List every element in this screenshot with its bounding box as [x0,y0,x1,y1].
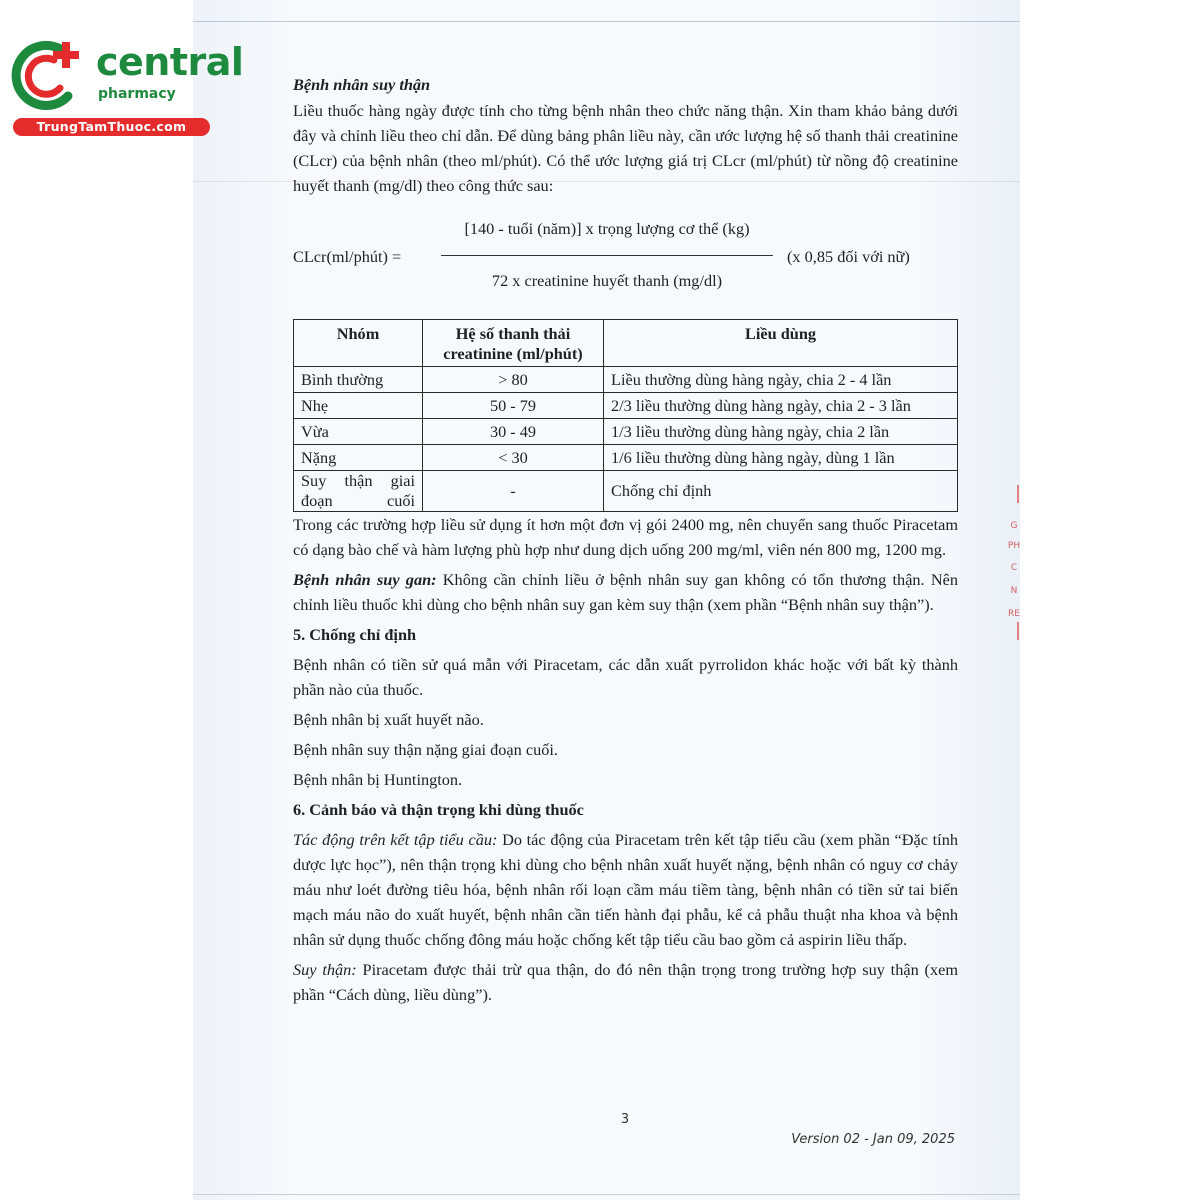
section-6-title: 6. Cảnh báo và thận trọng khi dùng thuốc [293,800,584,819]
cell-clcr: 50 - 79 [423,393,604,419]
table-row [294,393,958,419]
cell-dosage: 2/3 liều thường dùng hàng ngày, chia 2 - 3 lần [604,393,958,419]
formula-denominator: 72 x creatinine huyết thanh (mg/dl) [491,271,723,290]
stamp-text: RE [1008,609,1020,619]
red-stamp-fragment [1003,485,1025,640]
logo-c-cross-icon [10,40,82,112]
contraindication-item: Bệnh nhân có tiền sử quá mẫn với Piracetam, các dẫn xuất pyrrolidon khác hoặc với bất kỳ thành phần nào của thuốc. [293,655,958,699]
renal-warning-paragraph [293,957,958,1007]
hepatic-paragraph [293,567,958,617]
document-body [293,72,958,1007]
header-group: Nhóm [294,320,423,367]
section-5-title: 5. Chống chỉ định [293,625,417,644]
table-row [294,419,958,445]
renal-warning-text: Piracetam được thải trừ qua thận, do đó nên thận trọng trong trường hợp suy thận (xem phần “Cách dùng, liều dùng”). [293,960,959,1004]
formula-lhs: CLcr(ml/phút) = [293,247,402,266]
header-dosage: Liều dùng [604,320,958,367]
formula-numerator: [140 - tuổi (năm)] x trọng lượng cơ thể (kg) [464,219,750,238]
renal-intro-paragraph: Liều thuốc hàng ngày được tính cho từng bệnh nhân theo chức năng thận. Xin tham khảo bảng dưới đây và chỉnh liều theo chỉ dẫn. Để dùng bảng phân liều này, cần ước lượng hệ số thanh thải creatinine (CLcr) của bệnh nhân (theo ml/phút). Có thể ước lượng giá trị CLcr (ml/phút) từ nồng độ creatinine huyết thanh (mg/dl) theo công thức sau: [293,101,958,195]
cell-dosage: 1/3 liều thường dùng hàng ngày, chia 2 lần [604,419,958,445]
renal-heading: Bệnh nhân suy thận [293,75,431,94]
stamp-text: N [1010,586,1018,596]
cell-dosage: 1/6 liều thường dùng hàng ngày, dùng 1 lần [604,445,958,471]
cell-clcr: > 80 [423,367,604,393]
platelet-text: Do tác động của Piracetam trên kết tập tiểu cầu (xem phần “Đặc tính dược lực học”), nên thận trọng khi dùng cho bệnh nhân xuất huyết nặng, bệnh nhân có nguy cơ chảy máu như loét đường tiêu hóa, bệnh nhân rối loạn cầm máu tiềm tàng, bệnh nhân có tiền sử tai biến mạch máu não do xuất huyết, bệnh nhân cần tiến hành đại phẫu, kể cả phẫu thuật nha khoa và bệnh nhân sử dụng thuốc chống đông máu hoặc chống kết tập tiểu cầu bao gồm cả aspirin liều thấp. [293,830,958,949]
table-row [294,445,958,471]
version-label: Version 02 - Jan 09, 2025 [791,1132,955,1147]
cell-group: Nhẹ [294,393,423,419]
table-row [294,471,958,512]
cell-group: Vừa [294,419,423,445]
brand-logo[interactable] [10,36,244,136]
cell-clcr: 30 - 49 [423,419,604,445]
platelet-label: Tác động trên kết tập tiểu cầu: [293,830,498,849]
top-rule [193,21,1020,22]
contraindication-item: Bệnh nhân bị xuất huyết não. [293,710,484,729]
brand-website-badge: TrungTamThuoc.com [13,118,210,136]
table-row [294,367,958,393]
renal-warning-label: Suy thận: [293,960,357,979]
cell-group: Bình thường [294,367,423,393]
cell-group: Nặng [294,445,423,471]
cell-group: Suy thận giai đoạn cuối [294,471,423,512]
stamp-mark [1017,622,1019,640]
renal-dosage-table [293,319,958,512]
page-number: 3 [620,1112,630,1127]
formula-female-factor: (x 0,85 đối với nữ) [787,247,910,266]
hepatic-text: Không cần chỉnh liều ở bệnh nhân suy gan không có tổn thương thận. Nên chỉnh liều thuốc khi dùng cho bệnh nhân suy gan kèm suy thận (xem phần “Bệnh nhân suy thận”). [293,570,958,614]
cell-clcr: < 30 [423,445,604,471]
contraindication-item: Bệnh nhân suy thận nặng giai đoạn cuối. [293,740,558,759]
clcr-formula [293,206,958,316]
after-table-paragraph: Trong các trường hợp liều sử dụng ít hơn một đơn vị gói 2400 mg, nên chuyển sang thuốc Piracetam có dạng bào chế và hàm lượng phù hợp như dung dịch uống 200 mg/ml, viên nén 800 mg, 1200 mg. [293,515,958,559]
stamp-text: C [1010,563,1018,573]
brand-name: central [96,40,244,84]
platelet-paragraph [293,827,958,952]
table-header-row [294,320,958,367]
hepatic-label: Bệnh nhân suy gan: [293,570,437,589]
cell-clcr: - [423,471,604,512]
bottom-rule [193,1194,1020,1195]
cell-dosage: Chống chỉ định [604,471,958,512]
cell-dosage: Liều thường dùng hàng ngày, chia 2 - 4 lần [604,367,958,393]
fraction-bar [441,255,773,256]
stamp-text: PH [1007,541,1021,551]
brand-subtitle: pharmacy [98,86,176,102]
stamp-mark [1017,485,1019,503]
contraindication-item: Bệnh nhân bị Huntington. [293,770,463,789]
header-clcr: Hệ số thanh thải creatinine (ml/phút) [423,320,604,367]
stamp-text: G [1010,521,1018,531]
